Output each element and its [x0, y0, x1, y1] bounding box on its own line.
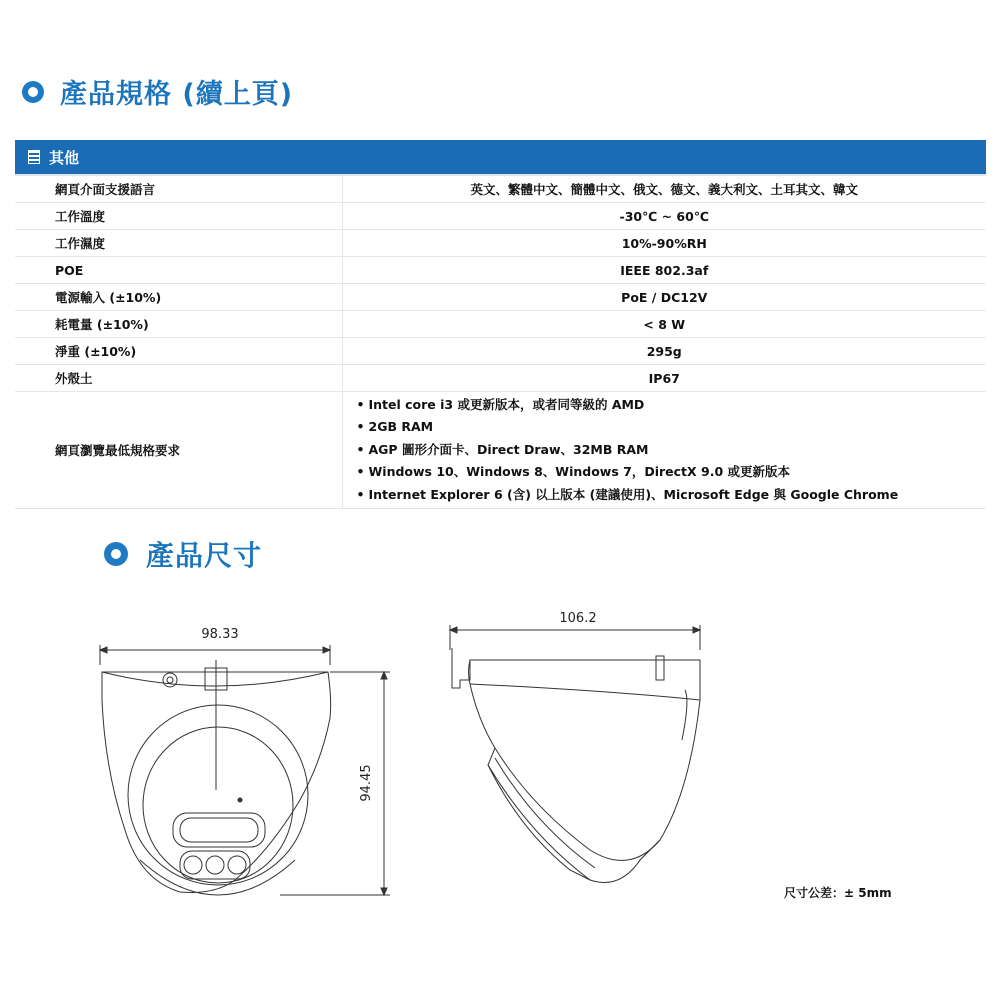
spec-value: 10%-90%RH — [342, 230, 986, 257]
spec-label: 電源輸入 (±10%) — [15, 284, 342, 311]
spec-value: -30℃ ~ 60℃ — [342, 203, 986, 230]
side-width-label: 106.2 — [559, 611, 597, 626]
front-height-label: 94.45 — [359, 764, 374, 802]
front-view-camera — [102, 660, 331, 895]
spec-label: 網頁介面支援語言 — [15, 176, 342, 203]
list-item: • Intel core i3 或更新版本，或者同等級的 AMD — [359, 394, 987, 417]
spec-label: 淨重 (±10%) — [15, 338, 342, 365]
spec-label: 網頁瀏覽最低規格要求 — [15, 392, 342, 509]
others-header-label: 其他 — [49, 148, 80, 167]
spec-value: IEEE 802.3af — [342, 257, 986, 284]
spec-label: 耗電量 (±10%) — [15, 311, 342, 338]
spec-label: POE — [15, 257, 342, 284]
spec-value: 295g — [342, 338, 986, 365]
list-item: • Internet Explorer 6 (含) 以上版本 (建議使用)、Microsoft Edge 與 Google Chrome — [359, 484, 987, 507]
section-title-specs-text: 產品規格 (續上頁) — [60, 79, 294, 110]
spec-value: 英文、繁體中文、簡體中文、俄文、德文、義大利文、土耳其文、韓文 — [342, 176, 986, 203]
spec-label: 外殼土 — [15, 365, 342, 392]
spec-value: < 8 W — [342, 311, 986, 338]
list-item: • AGP 圖形介面卡、Direct Draw、32MB RAM — [359, 439, 987, 462]
side-view-camera — [452, 648, 700, 883]
list-item: • Windows 10、Windows 8、Windows 7，DirectX 9.0 或更新版本 — [359, 461, 987, 484]
section-title-dimensions-text: 產品尺寸 — [146, 539, 263, 572]
spec-value: IP67 — [342, 365, 986, 392]
spec-label: 工作濕度 — [15, 230, 342, 257]
front-width-label: 98.33 — [201, 627, 239, 642]
tolerance-note: 尺寸公差：± 5mm — [784, 886, 892, 900]
side-width-dimension — [450, 625, 700, 650]
front-width-dimension — [100, 645, 330, 665]
list-item: • 2GB RAM — [359, 416, 987, 439]
spec-value: PoE / DC12V — [342, 284, 986, 311]
spec-label: 工作溫度 — [15, 203, 342, 230]
